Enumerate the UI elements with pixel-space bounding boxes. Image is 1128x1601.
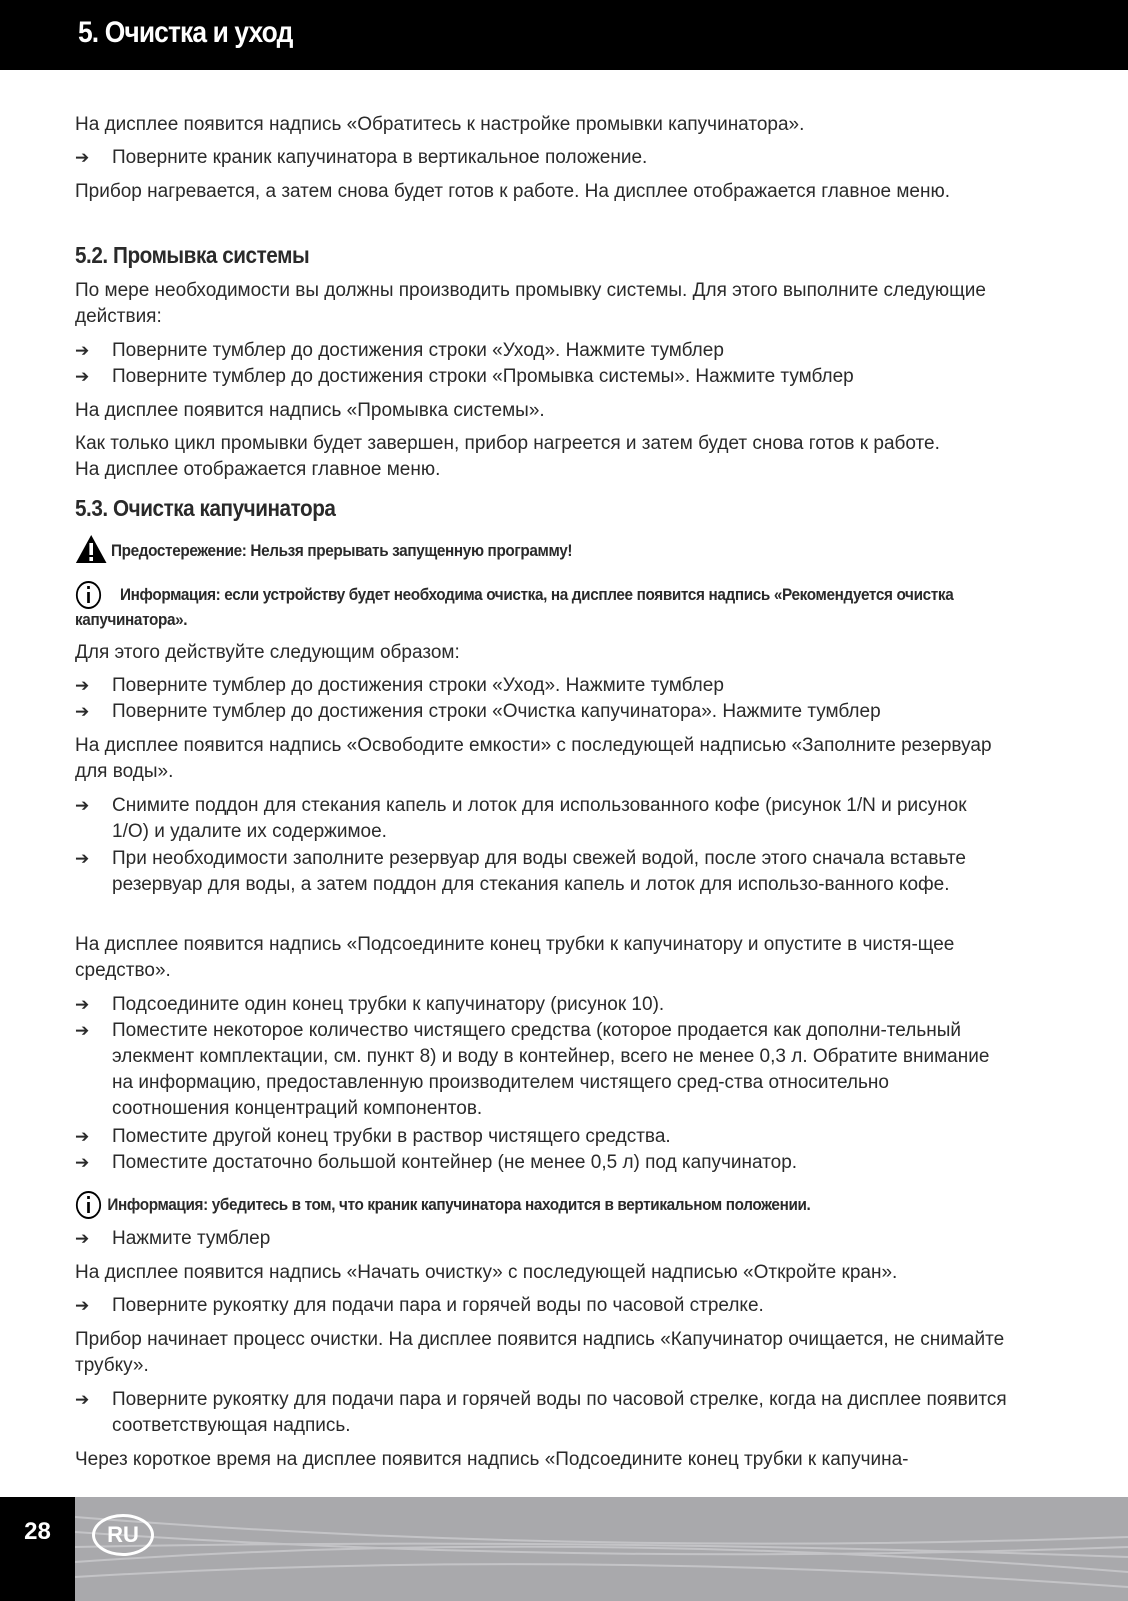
step: ➔ Подсоедините один конец трубки к капучинатору (рисунок 10). — [75, 992, 1057, 1018]
paragraph: На дисплее появится надпись «Начать очистку» с последующей надписью «Откройте кран». — [75, 1262, 898, 1283]
heading-5-2: 5.2. Промывка системы — [75, 242, 310, 268]
paragraph: На дисплее появится надпись «Освободите емкости» с последующей надписью «Заполните резервуар для воды». — [75, 735, 992, 782]
step: ➔ Поверните тумблер до достижения строки «Уход». Нажмите тумблер — [75, 673, 1057, 699]
paragraph: На дисплее появится надпись «Промывка системы». — [75, 400, 545, 421]
paragraph: Прибор нагревается, а затем снова будет готов к работе. На дисплее отображается главное меню. — [75, 181, 951, 202]
page-footer — [0, 1497, 1128, 1601]
language-badge: RU — [92, 1514, 154, 1556]
section-header — [0, 0, 1128, 70]
heading-5-3: 5.3. Очистка капучинатора — [75, 495, 336, 521]
wave-pattern — [75, 1497, 1128, 1601]
paragraph: На дисплее появится надпись «Обратитесь к настройке промывки капучинатора». — [75, 114, 805, 135]
step: ➔ Поместите другой конец трубки в раствор чистящего средства. — [75, 1124, 1057, 1150]
step: ➔ Поверните рукоятку для подачи пара и горячей воды по часовой стрелке. — [75, 1293, 1057, 1319]
step: ➔ Нажмите тумблер — [75, 1226, 1057, 1252]
warning-icon — [75, 534, 107, 564]
paragraph: По мере необходимости вы должны производить промывку системы. Для этого выполните следующие действия: — [75, 280, 986, 327]
paragraph: Для этого действуйте следующим образом: — [75, 642, 460, 663]
step: ➔ Снимите поддон для стекания капель и лоток для использованного кофе (рисунок 1/N и рисунок 1/O) и удалите их содержимое. — [75, 793, 982, 845]
section-title: 5. Очистка и уход — [78, 16, 293, 49]
paragraph: На дисплее появится надпись «Подсоедините конец трубки к капучинатору и опустите в чистя-щее средство». — [75, 934, 955, 981]
info-note — [75, 582, 1011, 632]
warning-text: Предостережение: Нельзя прерывать запущенную программу! — [111, 541, 573, 560]
page-number: 28 — [0, 1497, 75, 1601]
paragraph: Прибор начинает процесс очистки. На дисплее появится надпись «Капучинатор очищается, не снимайте трубку». — [75, 1329, 1005, 1376]
info-note — [75, 1192, 1043, 1217]
info-icon — [75, 580, 102, 610]
step: ➔ Поверните тумблер до достижения строки «Промывка системы». Нажмите тумблер — [75, 364, 1057, 390]
step: ➔ Поместите достаточно большой контейнер (не менее 0,5 л) под капучинатор. — [75, 1150, 1057, 1176]
step: ➔ Поверните краник капучинатора в вертикальное положение. — [75, 145, 1057, 171]
step: ➔ Поверните тумблер до достижения строки «Уход». Нажмите тумблер — [75, 338, 1057, 364]
paragraph: Через короткое время на дисплее появится надпись «Подсоедините конец трубки к капучина- — [75, 1449, 909, 1470]
info-icon — [75, 1190, 102, 1220]
step: ➔ При необходимости заполните резервуар для воды свежей водой, после этого сначала вставьте резервуар для воды, а затем поддон для стекания капель и лоток для использо-ванного кофе. — [75, 846, 1002, 898]
step: ➔ Поверните тумблер до достижения строки «Очистка капучинатора». Нажмите тумблер — [75, 699, 1057, 725]
info-text: Информация: убедитесь в том, что краник капучинатора находится в вертикальном положении. — [107, 1195, 811, 1214]
step: ➔ Поместите некоторое количество чистящего средства (которое продается как дополни-тельный элекмент комплектации, см. пункт 8) и воду в контейнер, всего не менее 0,3 л. Обратите внимание на информацию, предоставленную производителем чистящего сред-ства относительно соотношения концентраций компонентов. — [75, 1018, 1007, 1122]
warning-note — [75, 538, 1047, 563]
paragraph: Как только цикл промывки будет завершен, прибор нагреется и затем будет снова готов к работе. На дисплее отображается главное меню. — [75, 433, 940, 480]
step: ➔ Поверните рукоятку для подачи пара и горячей воды по часовой стрелке, когда на дисплее появится соответствующая надпись. — [75, 1387, 1057, 1439]
info-text: Информация: если устройству будет необходима очистка, на дисплее появится надпись «Рекомендуется очистка капучинатора». — [75, 585, 954, 629]
